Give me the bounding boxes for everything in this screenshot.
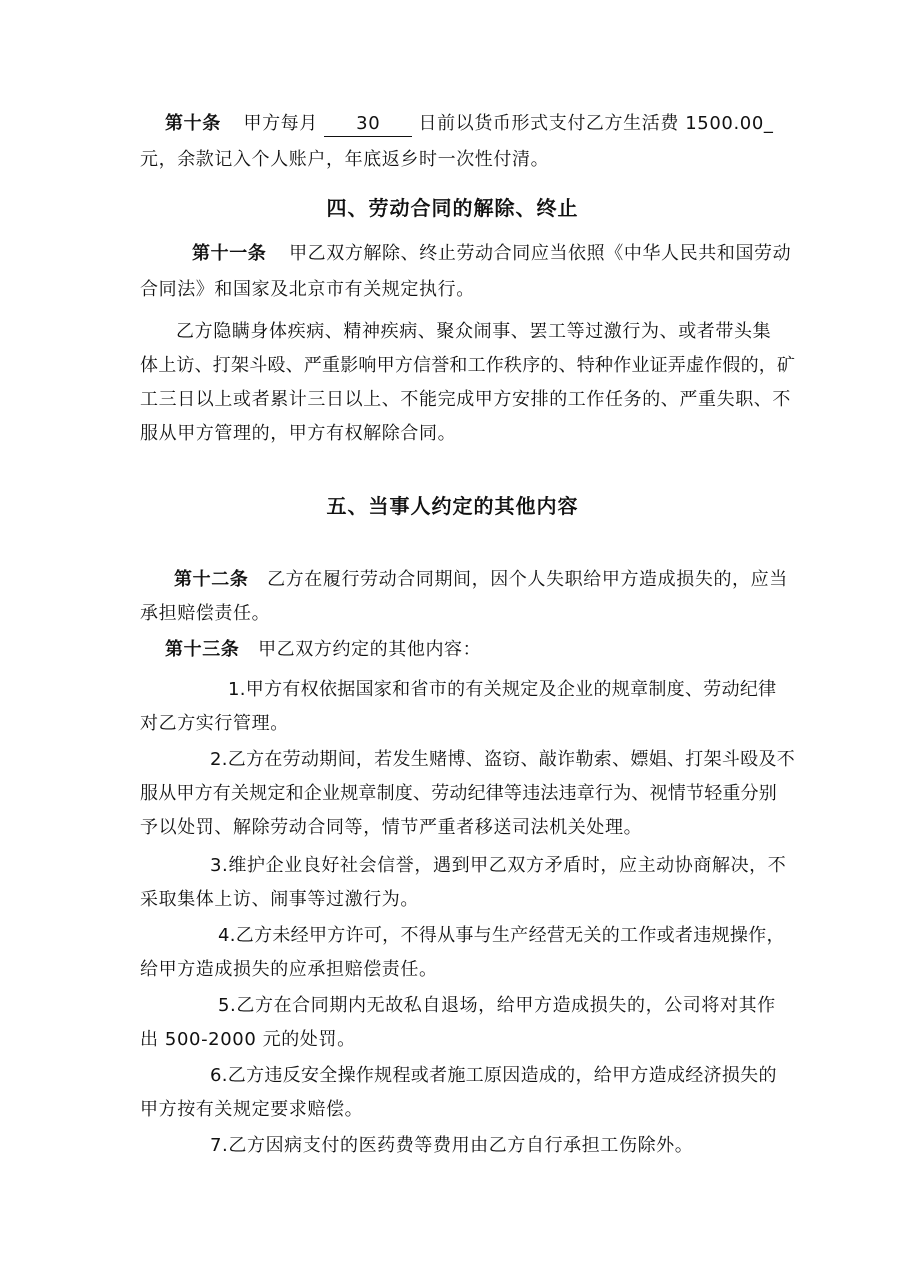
item-1-line-1: 1.甲方有权依据国家和省市的有关规定及企业的规章制度、劳动纪律 xyxy=(228,679,777,700)
article-11-line-2: 合同法》和国家及北京市有关规定执行。 xyxy=(140,279,475,300)
dismissal-line-3: 工三日以上或者累计三日以上、不能完成甲方安排的工作任务的、严重失职、不 xyxy=(140,389,791,410)
article-13-text: 甲乙双方约定的其他内容： xyxy=(258,639,482,660)
item-2-line-3: 予以处罚、解除劳动合同等，情节严重者移送司法机关处理。 xyxy=(140,817,643,838)
item-4-line-2: 给甲方造成损失的应承担赔偿责任。 xyxy=(140,959,438,980)
item-2-line-2: 服从甲方有关规定和企业规章制度、劳动纪律等违法违章行为、视情节轻重分别 xyxy=(140,783,777,804)
article-11-label: 第十一条 xyxy=(192,243,267,264)
article-12-line-1 xyxy=(174,568,814,592)
item-7-line-1: 7.乙方因病支付的医药费等费用由乙方自行承担工伤除外。 xyxy=(210,1135,694,1156)
item-5-line-2: 出 500-2000 元的处罚。 xyxy=(140,1029,356,1050)
article-10-text-b: 日前以货币形式支付乙方生活费 1500.00_ xyxy=(418,113,774,134)
item-4-line-1: 4.乙方未经甲方许可，不得从事与生产经营无关的工作或者违规操作， xyxy=(218,925,785,946)
article-12-label: 第十二条 xyxy=(174,569,249,590)
payment-day-field: 30 xyxy=(324,112,412,137)
dismissal-line-4: 服从甲方管理的，甲方有权解除合同。 xyxy=(140,423,457,444)
article-10-label: 第十条 xyxy=(165,113,221,134)
article-13-line xyxy=(165,638,805,662)
dismissal-line-1: 乙方隐瞒身体疾病、精神疾病、聚众闹事、罢工等过激行为、或者带头集 xyxy=(176,321,772,342)
item-1-line-2: 对乙方实行管理。 xyxy=(140,713,289,734)
item-5-line-1: 5.乙方在合同期内无故私自退场，给甲方造成损失的，公司将对其作 xyxy=(218,995,776,1016)
section-4-title: 四、劳动合同的解除、终止 xyxy=(326,196,579,220)
article-10-text-a: 甲方每月 xyxy=(243,113,318,134)
article-11-text: 甲乙双方解除、终止劳动合同应当依照《中华人民共和国劳动 xyxy=(289,243,792,264)
item-6-line-2: 甲方按有关规定要求赔偿。 xyxy=(140,1099,364,1120)
dismissal-line-2: 体上访、打架斗殴、严重影响甲方信誉和工作秩序的、特种作业证弄虚作假的，矿 xyxy=(140,355,796,376)
article-10-line-1 xyxy=(165,112,805,137)
article-12-text: 乙方在履行劳动合同期间，因个人失职给甲方造成损失的，应当 xyxy=(267,569,788,590)
article-12-line-2: 承担赔偿责任。 xyxy=(140,603,271,624)
item-6-line-1: 6.乙方违反安全操作规程或者施工原因造成的，给甲方造成经济损失的 xyxy=(210,1065,777,1086)
article-11-line-1 xyxy=(192,242,832,266)
section-5-title: 五、当事人约定的其他内容 xyxy=(326,494,579,518)
item-3-line-2: 采取集体上访、闹事等过激行为。 xyxy=(140,889,419,910)
article-10-line-2: 元，余款记入个人账户，年底返乡时一次性付清。 xyxy=(140,149,550,170)
article-13-label: 第十三条 xyxy=(165,639,240,660)
item-2-line-1: 2.乙方在劳动期间，若发生赌博、盗窃、敲诈勒索、嫖娼、打架斗殴及不 xyxy=(210,749,796,770)
item-3-line-1: 3.维护企业良好社会信誉，遇到甲乙双方矛盾时，应主动协商解决，不 xyxy=(210,855,787,876)
